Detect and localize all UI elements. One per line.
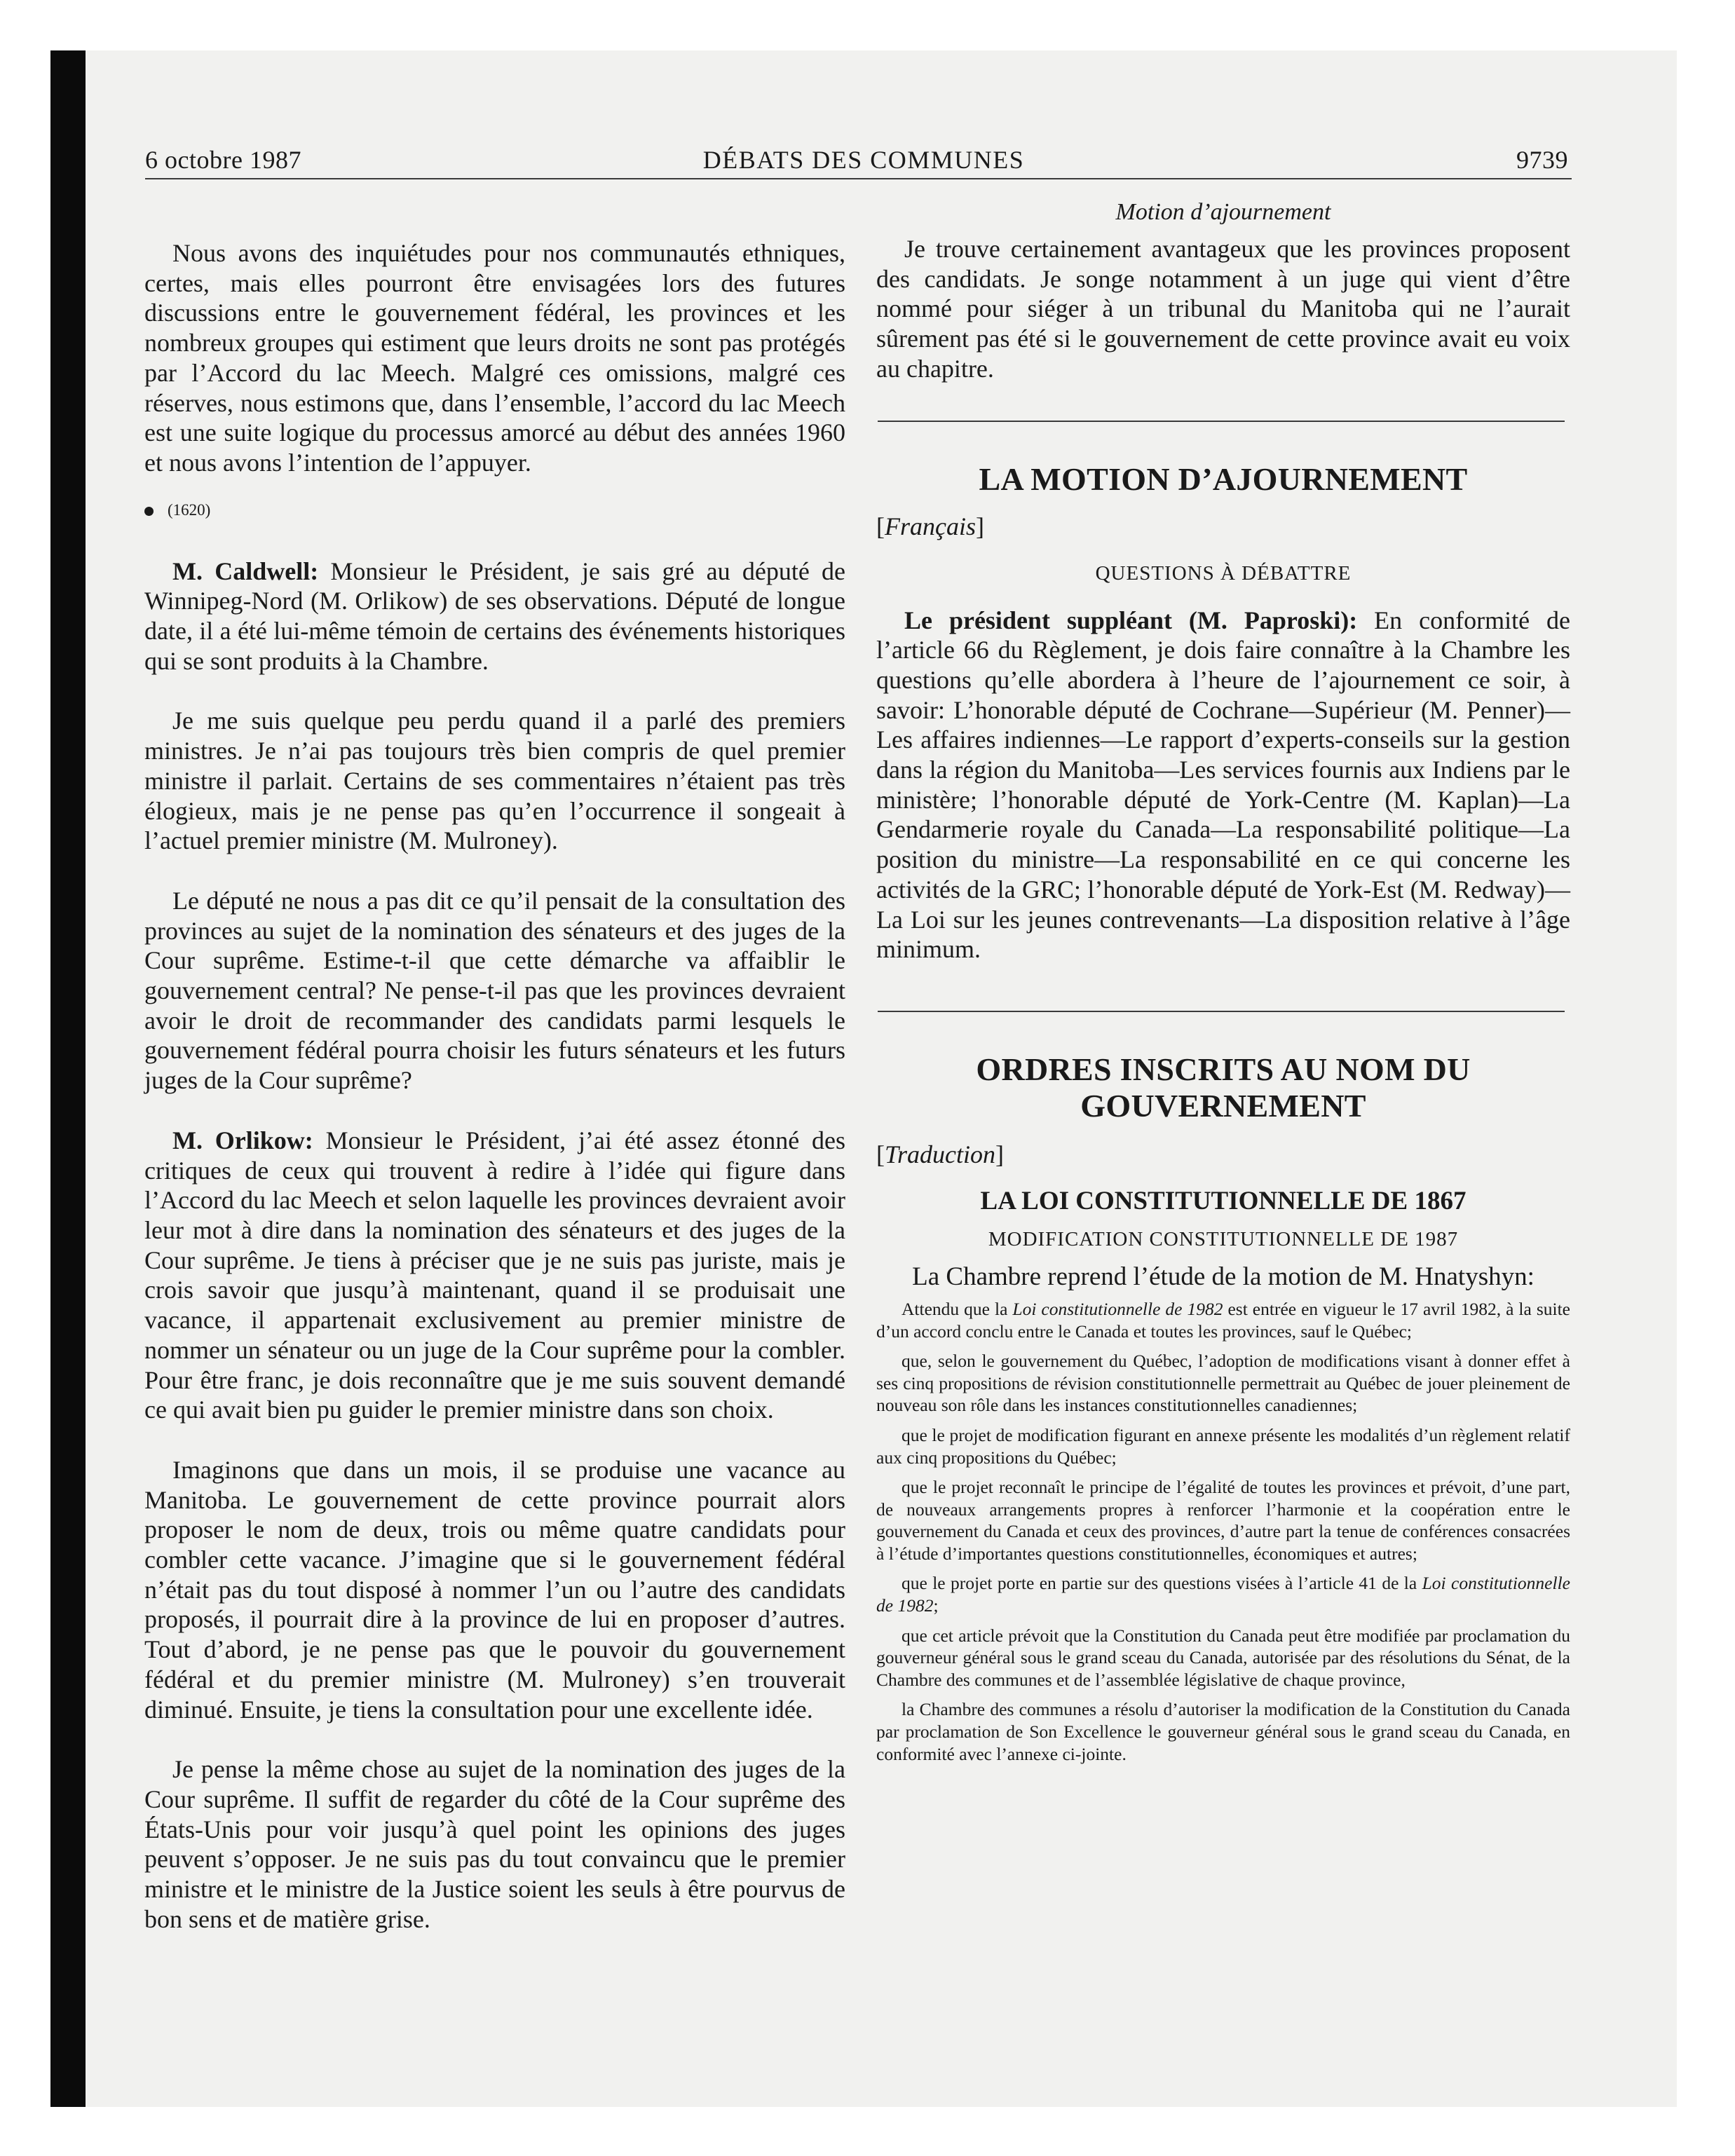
time-marker-text: (1620) xyxy=(168,500,211,519)
section-title-line: GOUVERNEMENT xyxy=(1080,1087,1366,1124)
speaker-name: Le président suppléant (M. Paproski): xyxy=(904,606,1358,634)
left-column xyxy=(144,238,845,1934)
motion-text xyxy=(876,1298,1570,1765)
paragraph: Imaginons que dans un mois, il se produise une vacance au Manitoba. Le gouvernement de cette province pourrait alors proposer le nom de deux, trois ou même quatre candidats pour combler cette vacance. J’imagine que si le gouvernement fédéral n’était pas du tout disposé à nommer l’un ou l’autre des candidats proposés, il pourrait dire à la province de lui en proposer d’autres. Tout d’abord, je ne pense pas que le pouvoir du gouvernement fédéral et du premier ministre (M. Mulroney) s’en trouverait diminué. Ensuite, je tiens la consultation pour une excellente idée. xyxy=(144,1455,845,1724)
motion-clause xyxy=(876,1298,1570,1342)
language-tag-text: Français xyxy=(885,512,976,540)
clause-text: ; xyxy=(933,1595,939,1616)
questions-heading: QUESTIONS À DÉBATTRE xyxy=(1095,561,1352,585)
motion-intro: La Chambre reprend l’étude de la motion de M. Hnatyshyn: xyxy=(912,1262,1535,1291)
section-rule xyxy=(878,421,1565,422)
scanned-page xyxy=(50,50,1677,2107)
motion-clause xyxy=(876,1572,1570,1616)
language-tag: [Traduction] xyxy=(876,1140,1005,1168)
paragraph: Je pense la même chose au sujet de la nomination des juges de la Cour suprême. Il suffit de regarder du côté de la Cour suprême des États-Unis pour voir jusqu’à quel point les opinions des juges peuvent s’opposer. Je ne suis pas du tout convaincu que le premier ministre et le ministre de la Justice soient les seuls à être pourvus de bon sens et de matière grise. xyxy=(144,1755,845,1933)
header-date: 6 octobre 1987 xyxy=(145,146,301,174)
section-rule xyxy=(878,1011,1565,1012)
header-rule xyxy=(145,178,1572,179)
section-title: LA MOTION D’AJOURNEMENT xyxy=(979,460,1468,497)
clause-text: que le projet porte en partie sur des questions visées à l’article 41 de la xyxy=(901,1573,1422,1594)
header-page-number: 9739 xyxy=(1516,146,1568,174)
law-reference: Loi constitutionnelle de 1982 xyxy=(876,1573,1570,1616)
binding-edge xyxy=(50,50,86,2107)
paragraph xyxy=(876,606,1570,964)
time-marker xyxy=(144,500,845,520)
language-tag: [Français] xyxy=(876,512,984,540)
paragraph: Je trouve certainement avantageux que les provinces proposent des candidats. Je songe notamment à un juge qui vient d’être nommé pour siéger à un tribunal du Manitoba qui ne l’aurait sûrement pas été si le gouvernement de cette province avait eu voix au chapitre. xyxy=(876,235,1570,383)
paragraph: Le député ne nous a pas dit ce qu’il pensait de la consultation des provinces au sujet de la nomination des sénateurs et des juges de la Cour suprême. Estime-t-il que cette démarche va affaiblir le gouvernement central? Ne pense-t-il pas que les provinces devraient avoir le droit de recommander des candidats parmi lesquels le gouvernement fédéral pourra choisir les futurs sénateurs et les futurs juges de la Cour suprême? xyxy=(144,886,845,1095)
motion-clause: la Chambre des communes a résolu d’autoriser la modification de la Constitution du Canada par proclamation de Son Excellence le gouverneur général sous le grand sceau du Canada, en conformité avec l’annexe ci-jointe. xyxy=(876,1699,1570,1764)
running-head: Motion d’ajournement xyxy=(1115,199,1331,225)
law-reference: Loi constitutionnelle de 1982 xyxy=(1012,1298,1223,1319)
header-title: DÉBATS DES COMMUNES xyxy=(702,146,1025,174)
paragraph: Nous avons des inquiétudes pour nos communautés ethniques, certes, mais elles pourront être envisagées lors des futures discussions entre le gouvernement fédéral, les provinces et les nombreux groupes qui estiment que leurs droits ne sont pas protégés par l’Accord du lac Meech. Malgré ces omissions, malgré ces réserves, nous estimons que, dans l’ensemble, l’accord du lac Meech est une suite logique du processus amorcé au début des années 1960 et nous avons l’intention de l’appuyer. xyxy=(144,239,845,477)
speech-text: Monsieur le Président, je sais gré au député de Winnipeg-Nord (M. Orlikow) de ses observations. Député de longue date, il a été lui-même témoin de certains des événements historiques qui se sont produits à la Chambre. xyxy=(144,557,846,675)
speech-text: En conformité de l’article 66 du Règlement, je dois faire connaître à la Chambre les questions qu’elle abordera à l’heure de l’ajournement ce soir, à savoir: L’honorable député de Cochrane—Supérieur (M. Penner)—Les affaires indiennes—Le rapport d’experts-conseils sur la gestion dans la région du Manitoba—Les services fournis aux Indiens par le ministère; l’honorable député de York-Centre (M. Kaplan)—La Gendarmerie royale du Canada—La responsabilité politique—La position du ministre—La responsabilité en ce qui concerne les activités de la GRC; l’honorable député de York-Est (M. Redway)—La Loi sur les jeunes contrevenants—La disposition relative à l’âge minimum. xyxy=(876,606,1570,964)
speech-text: Monsieur le Président, j’ai été assez étonné des critiques de ceux qui trouvent à redire à l’idée qui figure dans l’Accord du lac Meech et selon laquelle les provinces devraient avoir leur mot à dire dans la nomination des sénateurs et des juges de la Cour suprême. Je tiens à préciser que je ne suis pas juriste, mais je crois savoir que jusqu’à maintenant, quand il se produisait une vacance, il appartenait exclusivement au premier ministre de nommer un sénateur ou un juge de la Cour suprême pour la combler. Pour être franc, je dois reconnaître que je me suis souvent demandé ce qui avait bien pu guider le premier ministre dans son choix. xyxy=(144,1126,845,1424)
clause-text: Attendu que la xyxy=(901,1298,1013,1319)
motion-clause: que le projet reconnaît le principe de l’égalité de toutes les provinces et prévoit, d’une part, de nouveaux arrangements propres à renforcer l’harmonie et la coopération entre le gouvernement du Canada et ceux des provinces, d’autre part la tenue de conférences consacrées à l’étude d’importantes questions constitutionnelles, économiques et autres; xyxy=(876,1477,1570,1564)
paragraph: Je me suis quelque peu perdu quand il a parlé des premiers ministres. Je n’ai pas toujours très bien compris de quel premier ministre il parlait. Certains de ses commentaires n’étaient pas très élogieux, mais je ne pense pas qu’en l’occurrence il songeait à l’actuel premier ministre (M. Mulroney). xyxy=(144,707,845,855)
bullet-icon xyxy=(144,507,154,516)
clause-text: est entrée en vigueur le 17 avril 1982, à la suite d’un accord conclu entre le Canada et toutes les provinces, sauf le Québec; xyxy=(876,1298,1570,1342)
motion-clause: que le projet de modification figurant en annexe présente les modalités d’un règlement relatif aux cinq propositions du Québec; xyxy=(876,1424,1570,1468)
speaker-name: M. Caldwell: xyxy=(172,557,319,585)
language-tag-text: Traduction xyxy=(885,1140,996,1168)
law-title: LA LOI CONSTITUTIONNELLE DE 1867 xyxy=(980,1186,1467,1215)
motion-clause: que cet article prévoit que la Constitution du Canada peut être modifiée par proclamation du gouverneur général sous le grand sceau du Canada, autorisée par des résolutions du Sénat, de la Chambre des communes et de l’assemblée législative de chaque province, xyxy=(876,1625,1570,1690)
paragraph xyxy=(144,1126,845,1425)
motion-clause: que, selon le gouvernement du Québec, l’adoption de modifications visant à donner effet à ses cinq propositions de révision constitutionnelle permettrait au Québec de jouer pleinement de nouveau son rôle dans les instances constitutionnelles canadiennes; xyxy=(876,1351,1570,1416)
law-subtitle: MODIFICATION CONSTITUTIONNELLE DE 1987 xyxy=(988,1227,1459,1250)
section-title xyxy=(876,1051,1570,1124)
paragraph xyxy=(144,557,845,676)
right-column xyxy=(876,198,1570,1773)
speaker-name: M. Orlikow: xyxy=(172,1126,313,1154)
section-title-line: ORDRES INSCRITS AU NOM DU xyxy=(976,1051,1471,1087)
